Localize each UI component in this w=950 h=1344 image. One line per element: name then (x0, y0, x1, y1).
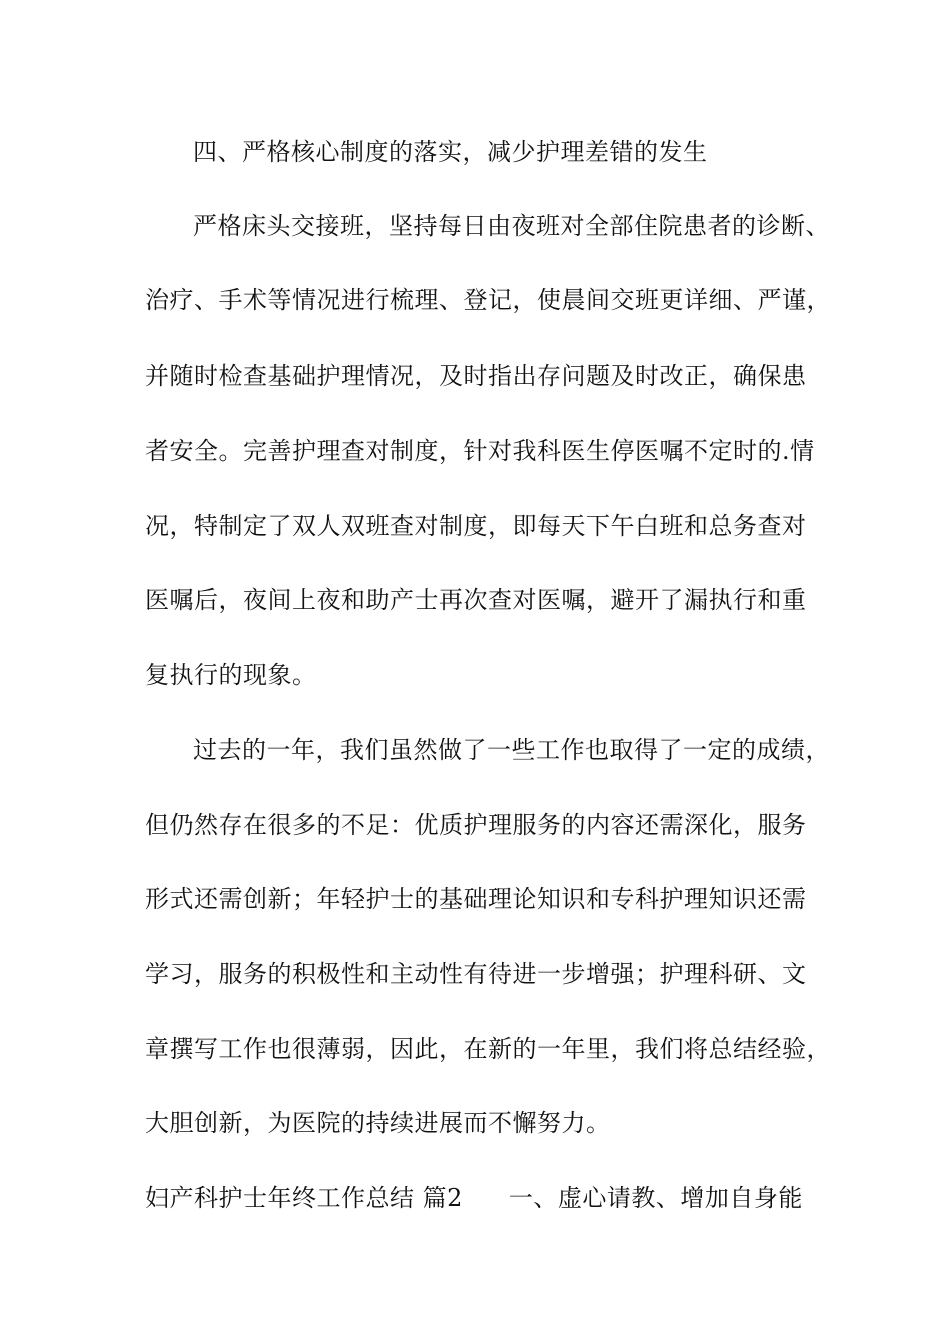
paragraph-line: 但仍然存在很多的不足：优质护理服务的内容还需深化，服务 (145, 811, 807, 839)
paragraph-line: 并随时检查基础护理情况，及时指出存问题及时改正，确保患 (145, 362, 807, 390)
paragraph-line: 治疗、手术等情况进行梳理、登记，使晨间交班更详细、严谨， (145, 286, 831, 314)
article-title: 妇产科护士年终工作总结 篇2 (145, 1184, 463, 1212)
article-title-line (145, 1183, 803, 1213)
paragraph-line: 严格床头交接班，坚持每日由夜班对全部住院患者的诊断、 (193, 212, 830, 240)
paragraph-line: 大胆创新，为医院的持续进展而不懈努力。 (145, 1109, 611, 1137)
paragraph-line: 医嘱后，夜间上夜和助产士再次查对医嘱，避开了漏执行和重 (145, 586, 807, 614)
section-heading: 四、严格核心制度的落实，减少护理差错的发生 (193, 138, 708, 166)
paragraph-line: 学习，服务的积极性和主动性有待进一步增强；护理科研、文 (145, 960, 807, 988)
paragraph-line: 者安全。完善护理查对制度，针对我科医生停医嘱不定时的.情 (145, 437, 815, 465)
paragraph-line: 过去的一年，我们虽然做了一些工作也取得了一定的成绩， (193, 736, 830, 764)
paragraph-line: 况，特制定了双人双班查对制度，即每天下午白班和总务查对 (145, 512, 807, 540)
section-start-text: 一、虚心请教、增加自身能 (508, 1184, 803, 1212)
paragraph-line: 章撰写工作也很薄弱，因此，在新的一年里，我们将总结经验， (145, 1035, 831, 1063)
paragraph-line: 复执行的现象。 (145, 661, 317, 689)
paragraph-line: 形式还需创新；年轻护士的基础理论知识和专科护理知识还需 (145, 885, 807, 913)
